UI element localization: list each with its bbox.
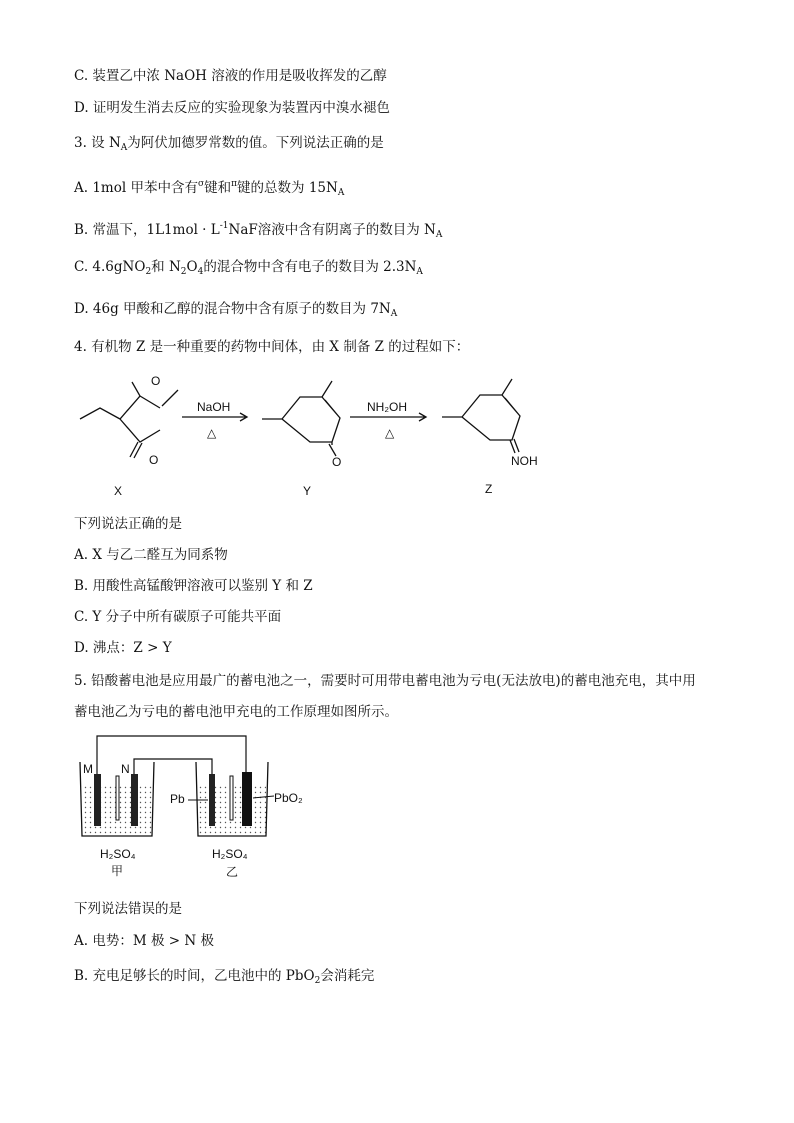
sigma-symbol: σ <box>197 179 205 189</box>
q3-option-b <box>74 216 442 245</box>
q3-optB-b: NaF溶液中含有阴离子的数目为 N <box>228 222 436 238</box>
label-pb: Pb <box>170 792 185 806</box>
heat-symbol-1: △ <box>207 426 217 440</box>
electrode-m <box>94 774 101 826</box>
q2-option-c: C. 装置乙中浓 NaOH 溶液的作用是吸收挥发的乙醇 <box>74 68 387 84</box>
q5-optB-sub: 2 <box>314 976 321 986</box>
compound-y-ring <box>262 381 340 456</box>
q3-optC-sub4: A <box>416 267 423 277</box>
q5-option-b <box>74 966 374 991</box>
q3-optB-sup: -1 <box>219 221 229 231</box>
label-pbo2: PbO₂ <box>274 791 303 805</box>
label-z: Z <box>485 482 493 496</box>
q3-optD-a: D. 46g 甲酸和乙醇的混合物中含有原子的数目为 7N <box>74 301 391 317</box>
q4-option-b: B. 用酸性高锰酸钾溶液可以鉴别 Y 和 Z <box>74 578 313 594</box>
electrode-n <box>131 774 138 826</box>
q5-optB-a: B. 充电足够长的时间，乙电池中的 PbO <box>74 968 315 984</box>
q5-option-a: A. 电势：M 极 > N 极 <box>74 933 214 949</box>
q5-prompt: 下列说法错误的是 <box>74 901 182 917</box>
arrow-1 <box>182 413 247 421</box>
label-m: M <box>83 762 93 776</box>
cell-jia-separator <box>116 776 119 820</box>
q5-stem-line-1: 5. 铅酸蓄电池是应用最广的蓄电池之一，需要时可用带电蓄电池为亏电(无法放电)的蓄电池充电，其中用 <box>74 673 696 689</box>
q3-option-c <box>74 257 423 282</box>
q3-optD-sub: A <box>390 309 398 319</box>
q3-optC-b: 和 N <box>151 259 181 275</box>
compound-x-skeleton <box>80 382 178 458</box>
q3-optC-a: C. 4.6gNO <box>74 259 146 275</box>
q3-stem-text-b: 为阿伏加德罗常数的值。下列说法正确的是 <box>127 135 384 151</box>
q3-option-d <box>74 299 397 324</box>
q5-stem-line-2: 蓄电池乙为亏电的蓄电池甲充电的工作原理如图所示。 <box>74 704 398 720</box>
q3-stem <box>74 133 384 158</box>
q4-option-d: D. 沸点：Z > Y <box>74 640 172 656</box>
x-bottom-oxygen: O <box>149 453 159 467</box>
q3-optC-sub1: 2 <box>145 267 152 277</box>
q3-optB-sub: A <box>435 230 443 240</box>
battery-figure <box>78 730 318 886</box>
q4-stem: 4. 有机物 Z 是一种重要的药物中间体，由 X 制备 Z 的过程如下： <box>74 339 470 355</box>
wire-inner <box>134 759 212 774</box>
q3-optC-c: O <box>186 259 198 275</box>
pi-symbol: π <box>231 179 238 189</box>
electrode-pb <box>209 774 215 826</box>
cell-yi-separator <box>230 776 233 820</box>
z-noh-group: NOH <box>511 454 538 468</box>
electrode-pbo2 <box>242 772 252 826</box>
reaction-scheme <box>70 366 550 502</box>
heat-symbol-2: △ <box>385 426 395 440</box>
q3-optA-sub: A <box>337 188 345 198</box>
label-n: N <box>121 762 130 776</box>
label-h2so4-left: H₂SO₄ <box>100 847 136 861</box>
label-jia: 甲 <box>111 864 124 878</box>
q5-optB-b: 会消耗完 <box>320 968 375 984</box>
y-oxygen: O <box>332 455 342 469</box>
label-h2so4-right: H₂SO₄ <box>212 847 248 861</box>
q4-option-c: C. Y 分子中所有碳原子可能共平面 <box>74 609 282 625</box>
label-y: Y <box>303 484 312 498</box>
q4-option-a: A. X 与乙二醛互为同系物 <box>74 547 228 563</box>
reagent-naoh: NaOH <box>197 400 231 414</box>
q3-optC-d: 的混合物中含有电子的数目为 2.3N <box>203 259 417 275</box>
q3-optA-c: 键的总数为 15N <box>237 180 338 196</box>
q3-stem-text-a: 3. 设 N <box>74 135 121 151</box>
reagent-nh2oh: NH₂OH <box>367 400 407 414</box>
arrow-2 <box>350 413 426 421</box>
q3-optC-sub2: 2 <box>180 267 187 277</box>
q3-stem-sub: A <box>120 143 128 153</box>
label-x: X <box>114 484 123 498</box>
compound-z-ring <box>442 379 520 453</box>
wire-outer <box>97 736 246 774</box>
q4-prompt: 下列说法正确的是 <box>74 516 182 532</box>
x-top-oxygen: O <box>151 374 161 388</box>
q2-option-d: D. 证明发生消去反应的实验现象为装置丙中溴水褪色 <box>74 100 390 116</box>
q3-option-a <box>74 174 344 203</box>
q3-optA-a: A. 1mol 甲苯中含有 <box>74 180 198 196</box>
q3-optC-sub3: 4 <box>197 267 204 277</box>
q3-optB-a: B. 常温下，1L1mol · L <box>74 222 220 238</box>
q3-optA-b: 键和 <box>204 180 232 196</box>
label-yi: 乙 <box>226 865 239 879</box>
